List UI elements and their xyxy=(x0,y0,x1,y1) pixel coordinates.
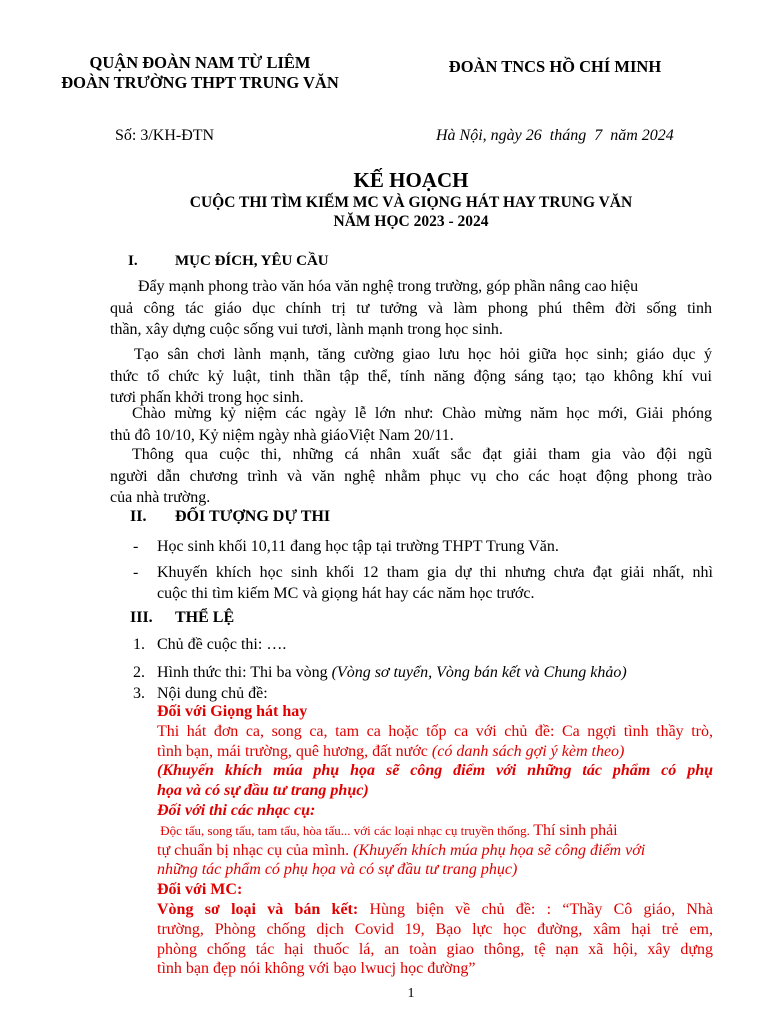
rule-topic: Chủ đề cuộc thi: …. xyxy=(157,636,287,653)
org-left-line2: ĐOÀN TRƯỜNG THPT TRUNG VĂN xyxy=(61,73,339,92)
section2-title: ĐỐI TƯỢNG DỰ THI xyxy=(175,508,331,525)
bullet-marker: - xyxy=(133,538,139,555)
instrument-heading: Đối với thi các nhạc cụ: xyxy=(157,801,316,819)
paragraph-purpose-3: Chào mừng kỷ niệm các ngày lễ lớn như: Chào mừng năm học mới, Giải phóng thủ đô 10/10, Kỷ niệm ngày nhà giáoViệt Nam 20/11. xyxy=(110,405,712,444)
paragraph-purpose-2: Tạo sân chơi lành mạnh, tăng cường giao lưu học hỏi giữa học sinh; giáo dục ý thức tổ chức kỷ luật, tinh thần tập thể, tính năng động sáng tạo; tạo không khí vui tươi phấn khởi trong học sinh. xyxy=(110,346,712,406)
org-left-line1: QUẬN ĐOÀN NAM TỪ LIÊM xyxy=(89,53,311,72)
paragraph-purpose-4: Thông qua cuộc thi, những cá nhân xuất sắc đạt giải tham gia vào đội ngũ người dẫn chương trình và văn nghệ nhằm phục vụ cho các hoạt động phong trào của nhà trường. xyxy=(110,446,712,506)
singing-heading: Đối với Giọng hát hay xyxy=(157,703,308,720)
page-number: 1 xyxy=(407,986,415,1001)
section1-number: I. xyxy=(128,253,138,269)
mc-heading: Đối với MC: xyxy=(157,881,243,899)
doc-year: NĂM HỌC 2023 - 2024 xyxy=(333,213,489,230)
list-item-encouraged: Khuyến khích học sinh khối 12 tham gia dự thi nhưng chưa đạt giải nhất, nhì cuộc thi tìm kiếm MC và giọng hát hay các năm học trước. xyxy=(157,564,713,602)
rule-number-1: 1. xyxy=(133,636,145,653)
document-number: Số: 3/KH-ĐTN xyxy=(115,127,215,144)
paragraph-purpose-1: Đẩy mạnh phong trào văn hóa văn nghệ trong trường, góp phần nâng cao hiệu quả công tác giáo dục chính trị tư tưởng và làm phong phú thêm đời sống tinh thần, xây dựng cuộc sống vui tươi, lành mạnh trong học sinh. xyxy=(110,278,712,338)
rule-number-2: 2. xyxy=(133,664,145,681)
section1-title: MỤC ĐÍCH, YÊU CẦU xyxy=(175,253,329,269)
bullet-marker: - xyxy=(133,564,139,581)
section3-number: III. xyxy=(130,609,153,626)
rule-content: Nội dung chủ đề: xyxy=(157,685,268,702)
doc-subtitle: CUỘC THI TÌM KIẾM MC VÀ GIỌNG HÁT HAY TRUNG VĂN xyxy=(189,194,633,211)
rule-format: Hình thức thi: Thi ba vòng (Vòng sơ tuyển, Vòng bán kết và Chung khảo) xyxy=(157,664,627,681)
content-details: Đối với Giọng hát hay Thi hát đơn ca, song ca, tam ca hoặc tốp ca với chủ đề: Ca ngợi tình thầy trò, tình bạn, mái trường, quê hương, đất nước (có danh sách gợi ý kèm theo) (Khuyến khích múa phụ họa sẽ công điểm với những tác phẩm có phụ họa và có sự đầu tư trang phục) Đối với thi các nhạc cụ: Độc tấu, song tấu, tam tấu, hòa tấu... với các loại nhạc cụ truyền thống. Thí sinh phải tự chuẩn bị nhạc cụ của mình. (Khuyến khích múa phụ họa sẽ công điểm với những tác phẩm có phụ họa và có sự đầu tư trang phục) Đối với MC: Vòng sơ loại và bán kết: Hùng biện về chủ đề: : “Thầy Cô giáo, Nhà trường, Phòng chống dịch Covid 19, Bạo lực học đường, xâm hại trẻ em, phòng chống tác hại thuốc lá, an toàn giao thông, tệ nạn xã hội, xây dựng tình bạn đẹp nói không với bạo lwucj học đường” xyxy=(157,703,713,978)
section2-number: II. xyxy=(130,508,147,525)
rule-number-3: 3. xyxy=(133,685,145,702)
org-right: ĐOÀN TNCS HỒ CHÍ MINH xyxy=(448,57,662,76)
section3-title: THỂ LỆ xyxy=(175,609,235,626)
document-date: Hà Nội, ngày 26 tháng 7 năm 2024 xyxy=(436,127,674,144)
doc-title: KẾ HOẠCH xyxy=(353,168,469,192)
list-item-eligible: Học sinh khối 10,11 đang học tập tại trường THPT Trung Văn. xyxy=(157,538,559,555)
